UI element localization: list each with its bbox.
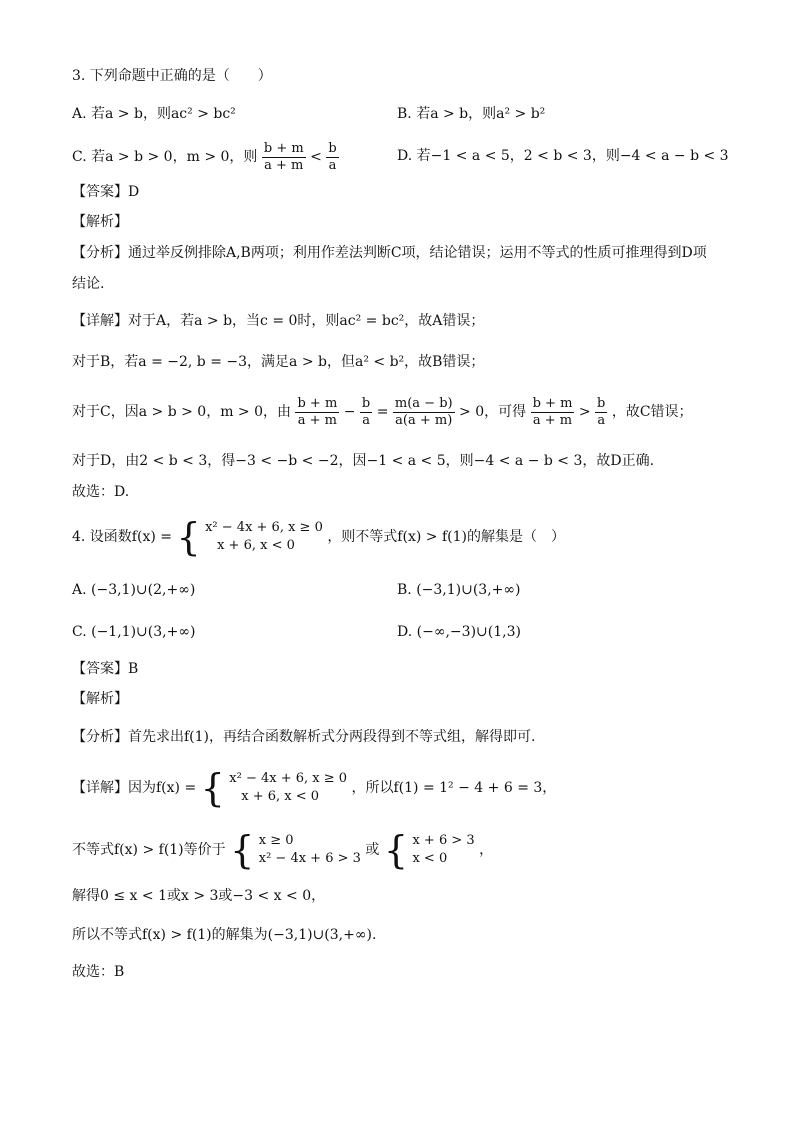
fraction-numerator: b <box>597 395 606 411</box>
q4-detail-suffix: ，所以f(1) = 1² − 4 + 6 = 3， <box>351 780 557 796</box>
q3-option-a: A. 若a > b，则ac² > bc² <box>72 106 236 122</box>
q4-stem <box>72 513 565 561</box>
q3-answer: 【答案】D <box>72 184 140 200</box>
left-brace-icon: { <box>200 766 225 810</box>
q4-stem-suffix: ，则不等式f(x) > f(1)的解集是（ ） <box>327 529 565 545</box>
piece-1: x² − 4x + 6, x ≥ 0 <box>205 520 323 535</box>
q4-option-d: D. (−∞,−3)∪(1,3) <box>397 624 521 640</box>
system-1-line-2: x² − 4x + 6 > 3 <box>258 851 361 866</box>
q3-detail-c-middle: > 0，可得 <box>459 404 527 420</box>
q3-detail-c-fraction-3 <box>393 396 455 429</box>
piecewise-definition <box>205 519 323 555</box>
q4-analysis-heading: 【解析】 <box>72 691 128 707</box>
q3-detail-c-suffix: ，故C错误； <box>611 404 693 420</box>
fraction-denominator: a <box>362 412 370 428</box>
q4-inequality-prefix: 不等式f(x) > f(1)等价于 <box>72 842 226 858</box>
fraction-denominator: a + m <box>532 412 573 428</box>
q4-solve: 解得0 ≤ x < 1或x > 3或−3 < x < 0， <box>72 888 326 904</box>
left-brace-icon: { <box>383 828 409 872</box>
q3-option-c-prefix: C. 若a > b > 0，m > 0，则 <box>72 149 258 165</box>
q3-analysis-heading: 【解析】 <box>72 214 128 230</box>
fraction-numerator: b + m <box>532 395 573 411</box>
q3-option-d: D. 若−1 < a < 5，2 < b < 3，则−4 < a − b < 3 <box>397 148 729 164</box>
inequality-system-1 <box>259 832 361 868</box>
q3-detail-c-fraction-2 <box>360 396 372 429</box>
left-brace-icon: { <box>230 828 255 872</box>
q3-analysis-paragraph-2: 结论. <box>72 276 105 292</box>
q4-option-b: B. (−3,1)∪(3,+∞) <box>397 582 521 598</box>
q4-analysis-paragraph: 【分析】首先求出f(1)，再结合函数解析式分两段得到不等式组，解得即可. <box>72 729 536 745</box>
q4-inequality-suffix: ， <box>479 842 494 858</box>
piece-2: x + 6, x < 0 <box>241 789 320 804</box>
q4-choose: 故选：B <box>72 964 125 980</box>
q3-detail-c-fraction-1 <box>295 396 339 429</box>
fraction-numerator: b + m <box>263 140 304 156</box>
q3-choose: 故选：D. <box>72 484 130 500</box>
fraction-numerator: b <box>361 395 371 411</box>
fraction-denominator: a <box>597 412 606 428</box>
piece-2: x + 6, x < 0 <box>217 538 295 553</box>
system-2-line-1: x + 6 > 3 <box>412 833 475 848</box>
fraction-numerator: b + m <box>297 395 338 411</box>
fraction-denominator: a <box>328 157 337 173</box>
minus-sign: − <box>343 404 356 420</box>
q3-option-b: B. 若a > b，则a² > b² <box>397 106 546 122</box>
q3-stem: 3. 下列命题中正确的是（ ） <box>72 68 272 84</box>
left-brace-icon: { <box>176 515 201 559</box>
fraction-denominator: a + m <box>297 412 337 428</box>
piece-1: x² − 4x + 6, x ≥ 0 <box>229 771 348 786</box>
q3-option-c-fraction-2 <box>326 141 338 174</box>
system-1-line-1: x ≥ 0 <box>258 833 294 848</box>
fraction-numerator: b <box>328 140 337 156</box>
q3-analysis-paragraph-1: 【分析】通过举反例排除A,B两项；利用作差法判断C项，结论错误；运用不等式的性质可推理得到D项 <box>72 245 707 261</box>
q4-detail-1 <box>72 764 556 812</box>
q4-result: 所以不等式f(x) > f(1)的解集为(−3,1)∪(3,+∞). <box>72 927 377 943</box>
less-than-sign: < <box>310 149 322 165</box>
equals-sign: = <box>376 404 389 420</box>
fraction-numerator: m(a − b) <box>394 395 453 411</box>
or-word: 或 <box>365 842 380 858</box>
q4-option-c: C. (−1,1)∪(3,+∞) <box>72 624 196 640</box>
inequality-system-2 <box>412 832 474 868</box>
q3-detail-c-fraction-5 <box>595 396 607 429</box>
q4-detail-prefix: 【详解】因为f(x) = <box>72 780 197 796</box>
greater-than-sign: > <box>578 404 591 420</box>
q4-stem-prefix: 4. 设函数f(x) = <box>72 529 172 545</box>
fraction-denominator: a(a + m) <box>395 412 453 428</box>
fraction-denominator: a + m <box>264 157 304 173</box>
q3-detail-c-prefix: 对于C，因a > b > 0，m > 0，由 <box>72 404 292 420</box>
q3-option-c-fraction-1 <box>262 141 306 174</box>
q4-answer: 【答案】B <box>72 661 139 677</box>
piecewise-definition <box>229 770 347 806</box>
q3-detail-a: 【详解】对于A，若a > b，当c = 0时，则ac² = bc²，故A错误； <box>72 313 485 329</box>
q3-detail-b: 对于B，若a = −2, b = −3，满足a > b，但a² < b²，故B错误； <box>72 354 485 370</box>
system-2-line-2: x < 0 <box>412 851 448 866</box>
q3-detail-c <box>72 390 693 434</box>
q4-option-a: A. (−3,1)∪(2,+∞) <box>72 582 196 598</box>
q3-detail-c-fraction-4 <box>531 396 575 429</box>
q3-option-c <box>72 137 339 177</box>
q3-detail-d: 对于D，由2 < b < 3，得−3 < −b < −2，因−1 < a < 5，则−4 < a − b < 3，故D正确. <box>72 453 655 469</box>
q4-detail-2 <box>72 826 493 874</box>
